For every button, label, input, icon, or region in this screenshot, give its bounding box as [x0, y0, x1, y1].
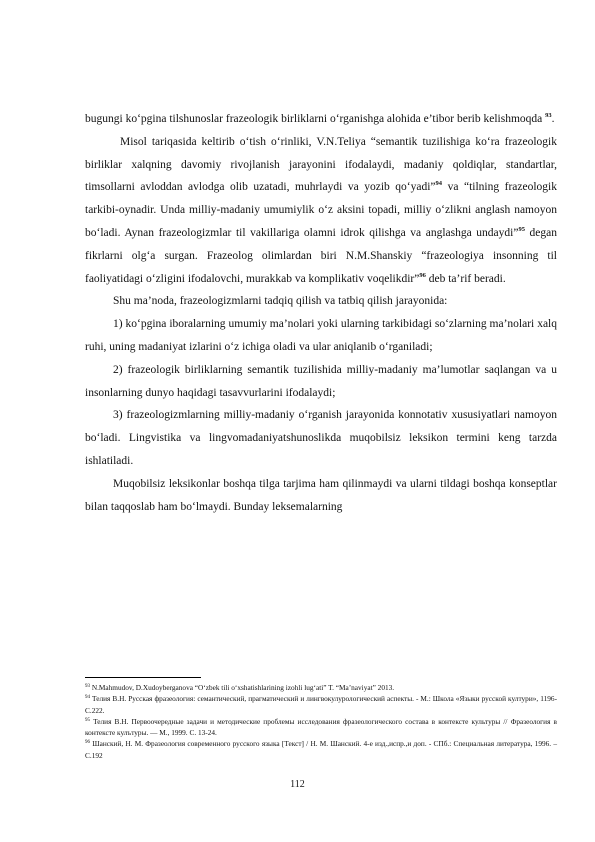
footnote-ref-95[interactable]: 95 — [518, 225, 525, 233]
footnote-93: $^{93}$ N.Mahmudov, D.Xudoyberganova “O‘zbek tili o‘xshatishlarining izohli lug‘ati” T. “Ma’naviyat” 2013. — [85, 683, 395, 692]
list-item-3: 3) frazeologizmlarning milliy-madaniy o‘rganish jarayonida konnotativ xususiyatlari namoyon bo‘ladi. Lingvistika va lingvomadaniyatshunoslikda muqobilsiz leksikon termini keng tarzda ishlatiladi. — [85, 409, 557, 467]
main-text — [85, 108, 557, 518]
list-item-1: 1) ko‘pgina iboralarning umumiy ma’nolari yoki ularning tarkibidagi so‘zlarning ma’nolari xalq ruhi, uning madaniyat izlarini o‘z ichiga oladi va ular aniqlanib o‘rganiladi; — [85, 318, 557, 353]
footnote-ref-93[interactable]: 93 — [545, 112, 552, 119]
page-number: 112 — [290, 779, 305, 790]
paragraph-7: Muqobilsiz leksikonlar boshqa tilga tarjima ham qilinmaydi va ularni tildagi boshqa konseptlar bilan taqqoslab ham bo‘lmaydi. Bunday leksemalarning — [85, 477, 557, 513]
footnote-95: $^{95}$ Телия В.Н. Первоочередные задачи и методические проблемы исследования фразеологического состава в контексте культуры // Фразеология в контексте кулътуры. — М., 1999. С. 13-24. — [85, 716, 557, 738]
paragraph-1: bugungi ko‘pgina tilshunoslar frazeologik birliklarni o‘rganishga alohida e’tibor berib kelishmoqda $^{93}$. — [85, 112, 555, 125]
footnote-ref-94[interactable]: 94 — [435, 180, 443, 188]
footnotes — [85, 677, 557, 761]
paragraph-3: Shu ma’noda, frazeologizmlarni tadqiq qilish va tatbiq qilish jarayonida: — [113, 295, 448, 308]
footnote-94: $^{94}$ Телия В.Н. Русская фразеология: семантический, прагматический и лингвокулурологический аспекты. - М.: Школа «Языки русской култури», 1196- С.222. — [85, 694, 557, 715]
footnote-divider — [85, 677, 201, 678]
list-item-2: 2) frazeologik birliklarning semantik tuzilishida milliy-madaniy ma’lumotlar saqlangan va u insonlarning dunyo haqidagi tasavvurlarini ifodalaydi; — [85, 363, 557, 399]
paragraph-2: Misol tariqasida keltirib o‘tish o‘rinliki, V.N.Teliya “semantik tuzilishiga ko‘ra frazeologik birliklar xalqning davomiy rivojlanish jarayonini ifodalaydi, madaniy qoldiqlar, standartlar, timsollarni avloddan avlodga olib uzatadi, muhrlaydi va yozib qo‘yadi”$^{94}$ va “tilning frazeologik tarkibi-oynadir. Unda milliy-madaniy umumiylik o‘z aksini topadi, milliy o‘zlikni anglash namoyon bo‘ladi. Aynan frazeologizmlar til vakillariga olamni idrok qilishga va anglashga undaydi”$^{95}$ degan fikrlarni olg‘a surgan. Frazeolog olimlardan biri N.M.Shanskiy “frazeologiya insonning til faoliyatidagi o‘zligini ifodalovchi, murakkab va komplikativ voqelikdir”$^{96}$ deb ta’rif beradi. — [85, 135, 557, 285]
footnote-96: $^{96}$ Шанский, Н. М. Фразеология современного русского языка [Текст] / Н. М. Шанский. 4-е изд.,испр.,и доп. - СПб.: Специальная литература, 1996. –С.192 — [85, 739, 557, 760]
footnote-ref-96[interactable]: 96 — [419, 271, 426, 279]
